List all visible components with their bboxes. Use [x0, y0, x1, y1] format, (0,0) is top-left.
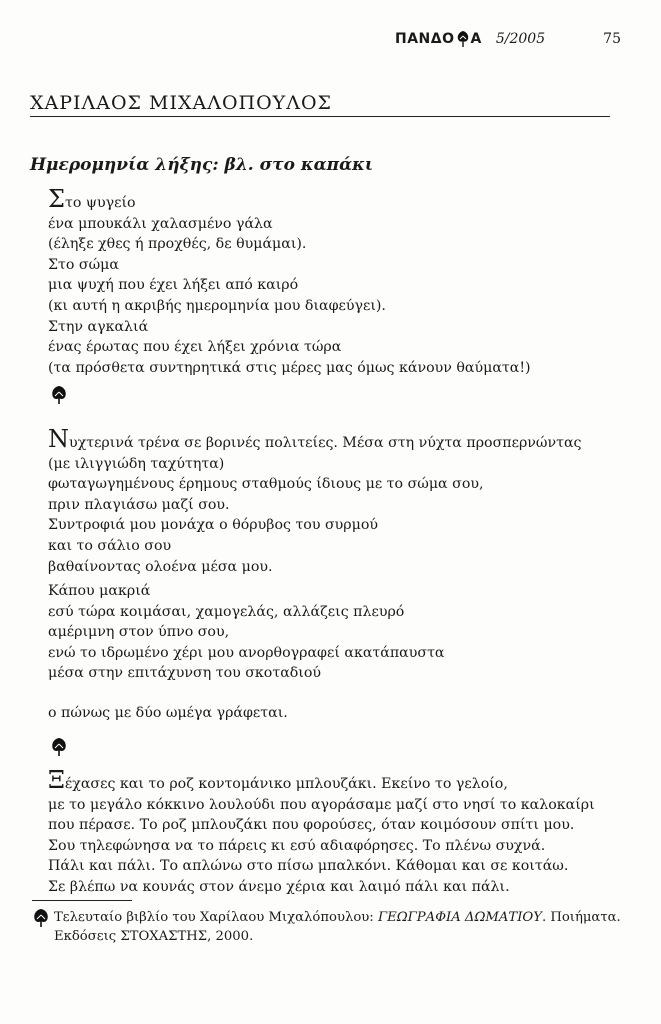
footnote-line: Εκδόσεις ΣΤΟΧΑΣΤΗΣ, 2000. [54, 929, 254, 944]
stanza-line: (έληξε χθες ή προχθές, δε θυμάμαι). [48, 236, 307, 253]
journal-name [395, 30, 482, 48]
stanza-line: ένα μπουκάλι χαλασμένο γάλα [48, 215, 273, 232]
leaf-ornament-icon [32, 908, 50, 928]
stanza-line: (κι αυτή η ακριβής ημερομηνία μου διαφεύγει). [48, 297, 386, 314]
issue-number: 5/2005 [495, 31, 546, 47]
line-text: έχασες και το ροζ κοντομάνικο μπλουζάκι. Εκείνο το γελοίο, [64, 776, 508, 792]
stanza-line: μέσα στην επιτάχυνση του σκοταδιού [48, 665, 322, 682]
stanza-line: Στην αγκαλιά [48, 318, 149, 335]
journal-name-left: ΠΑΝΔΟ [395, 31, 455, 47]
stanza-line: (με ιλιγγιώδη ταχύτητα) [48, 455, 225, 472]
stanza-line: Πάλι και πάλι. Το απλώνω στο πίσω μπαλκόνι. Κάθομαι και σε κοιτάω. [48, 858, 569, 875]
line-text: το ψυγείο [64, 195, 136, 211]
stanza-line: μια ψυχή που έχει λήξει από καιρό [48, 277, 299, 294]
stanza-line: Σου τηλεφώνησα να το πάρεις κι εσύ αδιαφόρησες. Το πλένω συχνά. [48, 837, 546, 854]
stanza-line [48, 185, 531, 214]
stanza-5 [48, 766, 595, 898]
page-number: 75 [603, 31, 621, 47]
pandora-logo-icon [456, 30, 470, 48]
stanza-2 [48, 425, 582, 577]
stanza-line [48, 766, 595, 795]
stanza-line: βαθαίνοντας ολοένα μέσα μου. [48, 558, 273, 575]
drop-cap: Ξ [48, 766, 65, 794]
footnote-rule [32, 900, 132, 901]
running-header [395, 30, 621, 48]
footnote-line [54, 908, 621, 927]
leaf-ornament-icon [50, 737, 68, 757]
author-heading: ΧΑΡΙΛΑΟΣ ΜΙΧΑΛΟΠΟΥΛΟΣ [30, 92, 610, 117]
stanza-line: Σε βλέπω να κουνάς στον άνεμο χέρια και λαιμό πάλι και πάλι. [48, 878, 510, 895]
stanza-line: με το μεγάλο κόκκινο λουλούδι που αγοράσαμε μαζί στο νησί το καλοκαίρι [48, 796, 595, 813]
stanza-line: Στο σώμα [48, 256, 119, 273]
stanza-3 [48, 581, 445, 684]
stanza-line: (τα πρόσθετα συντηρητικά στις μέρες μας όμως κάνουν θαύματα!) [48, 359, 531, 376]
book-title: ΓΕΩΓΡΑΦΙΑ ΔΩΜΑΤΙΟΥ [377, 910, 542, 925]
footnote-body [54, 908, 621, 946]
stanza-4 [48, 703, 288, 724]
stanza-line: και το σάλιο σου [48, 537, 172, 554]
stanza-line: αμέριμνη στον ύπνο σου, [48, 624, 230, 641]
stanza-1 [48, 185, 531, 378]
footnote [32, 908, 632, 946]
drop-cap: Σ [48, 185, 65, 213]
journal-name-right: Α [470, 31, 482, 47]
stanza-line: πριν πλαγιάσω μαζί σου. [48, 496, 230, 513]
footnote-tail: . Ποιήματα. [541, 910, 621, 925]
footnote-lead: Τελευταίο βιβλίο του Χαρίλαου Μιχαλόπουλου: [54, 910, 378, 925]
poem-title: Ημερομηνία λήξης: βλ. στο καπάκι [30, 155, 374, 175]
stanza-line: που πέρασε. Το ροζ μπλουζάκι που φορούσες, όταν κοιμόσουν σπίτι μου. [48, 817, 575, 834]
stanza-line: ενώ το ιδρωμένο χέρι μου ανορθογραφεί ακατάπαυστα [48, 644, 445, 661]
stanza-line [48, 425, 582, 454]
drop-cap: Ν [48, 425, 69, 453]
stanza-line: ο πώνως με δύο ωμέγα γράφεται. [48, 705, 288, 721]
stanza-line: φωταγωγημένους έρημους σταθμούς ίδιους με το σώμα σου, [48, 476, 484, 493]
stanza-line: Συντροφιά μου μονάχα ο θόρυβος του συρμού [48, 517, 379, 534]
stanza-line: εσύ τώρα κοιμάσαι, χαμογελάς, αλλάζεις πλευρό [48, 603, 405, 620]
leaf-ornament-icon [50, 385, 68, 405]
stanza-line: Κάπου μακριά [48, 583, 151, 599]
stanza-line: ένας έρωτας που έχει λήξει χρόνια τώρα [48, 339, 342, 356]
line-text: υχτερινά τρένα σε βορινές πολιτείες. Μέσα στη νύχτα προσπερνώντας [69, 435, 582, 451]
